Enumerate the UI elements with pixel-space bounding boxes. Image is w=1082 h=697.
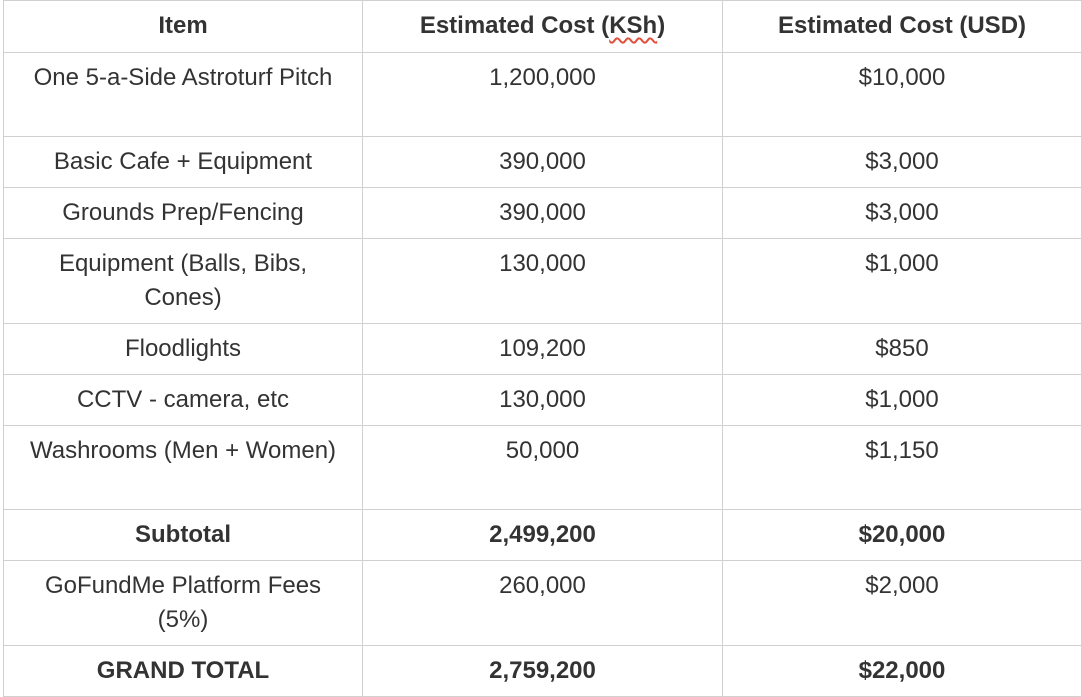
table-row	[4, 188, 1082, 239]
header-item: Item	[4, 1, 363, 53]
cell-usd: $22,000	[723, 646, 1082, 697]
cell-item: GRAND TOTAL	[4, 646, 363, 697]
grand-total-row	[4, 646, 1082, 697]
cell-ksh: 109,200	[363, 324, 723, 375]
header-ksh-prefix: Estimated Cost (	[419, 12, 610, 39]
cell-item: GoFundMe Platform Fees (5%)	[4, 561, 363, 646]
cell-item: Subtotal	[4, 510, 363, 561]
cost-table	[3, 0, 1082, 697]
cell-ksh: 130,000	[363, 239, 723, 324]
header-ksh-unit: KSh	[609, 12, 658, 39]
cell-item: Floodlights	[4, 324, 363, 375]
header-usd: Estimated Cost (USD)	[723, 1, 1082, 53]
table-header-row	[4, 1, 1082, 53]
cell-usd: $10,000	[723, 53, 1082, 137]
cell-ksh: 390,000	[363, 137, 723, 188]
cell-usd: $20,000	[723, 510, 1082, 561]
cell-usd: $1,000	[723, 239, 1082, 324]
table-row	[4, 426, 1082, 510]
cell-usd: $1,150	[723, 426, 1082, 510]
cell-ksh: 390,000	[363, 188, 723, 239]
cell-ksh: 260,000	[363, 561, 723, 646]
cell-usd: $850	[723, 324, 1082, 375]
header-ksh-suffix: )	[657, 12, 666, 39]
cell-item: Washrooms (Men + Women)	[4, 426, 363, 510]
table-row	[4, 137, 1082, 188]
cell-ksh: 2,499,200	[363, 510, 723, 561]
subtotal-row	[4, 510, 1082, 561]
cell-ksh: 2,759,200	[363, 646, 723, 697]
table-row	[4, 53, 1082, 137]
cell-usd: $1,000	[723, 375, 1082, 426]
cell-usd: $2,000	[723, 561, 1082, 646]
cell-ksh: 130,000	[363, 375, 723, 426]
cell-usd: $3,000	[723, 137, 1082, 188]
cell-item: Grounds Prep/Fencing	[4, 188, 363, 239]
header-ksh	[363, 1, 723, 53]
cell-usd: $3,000	[723, 188, 1082, 239]
table-row	[4, 375, 1082, 426]
table-row	[4, 324, 1082, 375]
cell-item: Basic Cafe + Equipment	[4, 137, 363, 188]
cell-ksh: 50,000	[363, 426, 723, 510]
table-row	[4, 561, 1082, 646]
cell-ksh: 1,200,000	[363, 53, 723, 137]
cell-item: One 5-a-Side Astroturf Pitch	[4, 53, 363, 137]
cell-item: CCTV - camera, etc	[4, 375, 363, 426]
cell-item: Equipment (Balls, Bibs, Cones)	[4, 239, 363, 324]
table-row	[4, 239, 1082, 324]
